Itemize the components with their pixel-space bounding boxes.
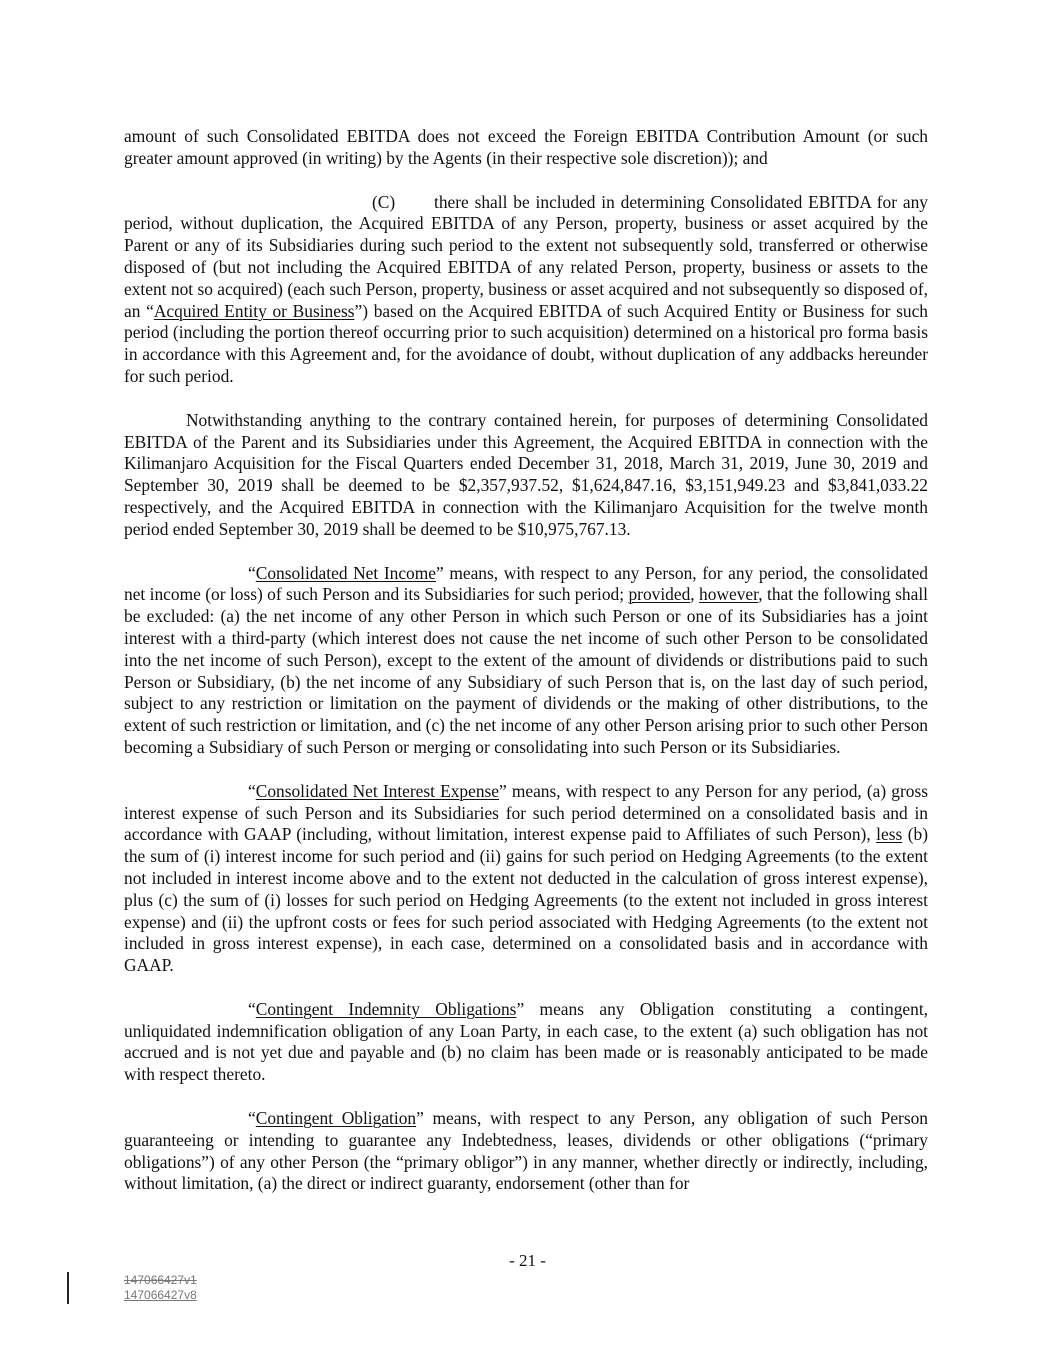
defined-term-consolidated-net-income: Consolidated Net Income [255,562,436,583]
paragraph-notwithstanding [124,410,928,541]
defined-term-acquired-entity: Acquired Entity or Business [153,300,355,321]
definition-consolidated-net-interest-expense [124,781,928,977]
clause-label: (C) [372,191,396,212]
separator: , [690,584,700,605]
emphasis-however: however [699,584,759,605]
revision-change-bar [67,1272,69,1304]
paragraph-text: , that the following shall be excluded: (a) the net income of any other Person in which such Person or one of its Subsidiaries has a joint interest with a third-party (which interest does not cause the net income of such other Person to be consolidated into the net income of such Person), except to the extent of the amount of dividends or distributions paid to such Person or Subsidiary, (b) the net income of any Subsidiary of such Person that is, on the last day of such period, subject to any restriction or limitation on the payment of dividends or the making of other distributions, to the extent of such restriction or limitation, and (c) the net income of any other Person arising prior to such other Person becoming a Subsidiary of such Person or merging or consolidating into such Person or its Subsidiaries. [124,584,928,757]
paragraph-clause-c [124,192,928,388]
document-id-old: 147066427v1 [124,1273,197,1287]
open-quote: “ [248,1108,256,1129]
open-quote: “ [248,562,256,583]
defined-term-contingent-indemnity-obligations: Contingent Indemnity Obligations [255,998,517,1019]
paragraph-text: ”) based on the Acquired EBITDA of such Acquired Entity or Business for such period (including the portion thereof occurring prior to such acquisition) determined on a historical pro forma basis in accordance with this Agreement and, for the avoidance of doubt, without duplication of any addbacks hereunder for such period. [124,300,929,386]
defined-term-consolidated-net-interest-expense: Consolidated Net Interest Expense [255,780,500,801]
paragraph-text: ” means, with respect to any Person, any obligation of such Person guaranteeing or intending to guarantee any Indebtedness, leases, dividends or other obligations (“primary obligations”) of any other Person (the “primary obligor”) in any manner, whether directly or indirectly, including, without limitation, (a) the direct or indirect guaranty, endorsement (other than for [124,1108,928,1194]
definition-contingent-indemnity-obligations [124,999,928,1086]
paragraph-text: ” means any Obligation constituting a contingent, unliquidated indemnification obligation of any Loan Party, in each case, to the extent (a) such obligation has not accrued and is not yet due and payable and (b) no claim has been made or is reasonably anticipated to be made with respect thereto. [124,998,928,1085]
document-id-block [124,1273,197,1303]
definition-consolidated-net-income [124,563,928,759]
definition-contingent-obligation [124,1108,928,1195]
document-body [124,126,928,1195]
paragraph-text: amount of such Consolidated EBITDA does not exceed the Foreign EBITDA Contribution Amount (or such greater amount approved (in writing) by the Agents (in their respective sole discretion)); and [124,126,928,168]
emphasis-provided: provided [628,584,691,605]
open-quote: “ [248,998,256,1019]
paragraph-text: ” means, with respect to any Person for any period, (a) gross interest expense of such Person and its Subsidiaries for such period determined on a consolidated basis and in accordance with GAAP (including, without limitation, interest expense paid to Affiliates of such Person), [124,780,928,845]
defined-term-contingent-obligation: Contingent Obligation [255,1108,417,1129]
paragraph-text: Notwithstanding anything to the contrary contained herein, for purposes of determining Consolidated EBITDA of the Parent and its Subsidiaries under this Agreement, the Acquired EBITDA in connection with the Kilimanjaro Acquisition for the Fiscal Quarters ended December 31, 2018, March 31, 2019, June 30, 2019 and September 30, 2019 shall be deemed to be $2,357,937.52, $1,624,847.16, $3,151,949.23 and $3,841,033.22 respectively, and the Acquired EBITDA in connection with the Kilimanjaro Acquisition for the twelve month period ended September 30, 2019 shall be deemed to be $10,975,767.13. [124,409,928,539]
emphasis-less: less [876,824,903,845]
document-id-new: 147066427v8 [124,1288,197,1302]
open-quote: “ [248,780,256,801]
paragraph-text: (b) the sum of (i) interest income for such period and (ii) gains for such period on Hedging Agreements (to the extent not included in interest income above and to the extent not deducted in the calculation of gross interest expense), plus (c) the sum of (i) losses for such period on Hedging Agreements (to the extent not included in gross interest expense) and (ii) the upfront costs or fees for such period associated with Hedging Agreements (to the extent not included in gross interest expense), in each case, determined on a consolidated basis and in accordance with GAAP. [124,824,928,976]
paragraph-text: ” means, with respect to any Person, for any period, the consolidated net income (or loss) of such Person and its Subsidiaries for such period; [124,562,929,605]
paragraph-text: there shall be included in determining Consolidated EBITDA for any period, without duplication, the Acquired EBITDA of any Person, property, business or asset acquired by the Parent or any of its Subsidiaries during such period to the extent not subsequently sold, transferred or otherwise disposed of (but not including the Acquired EBITDA of any related Person, property, business or assets to the extent not so acquired) (each such Person, property, business or asset acquired and not subsequently so disposed of, an “ [124,191,928,321]
paragraph-foreign-ebitda [124,126,928,170]
page-number: - 21 - [509,1251,546,1270]
